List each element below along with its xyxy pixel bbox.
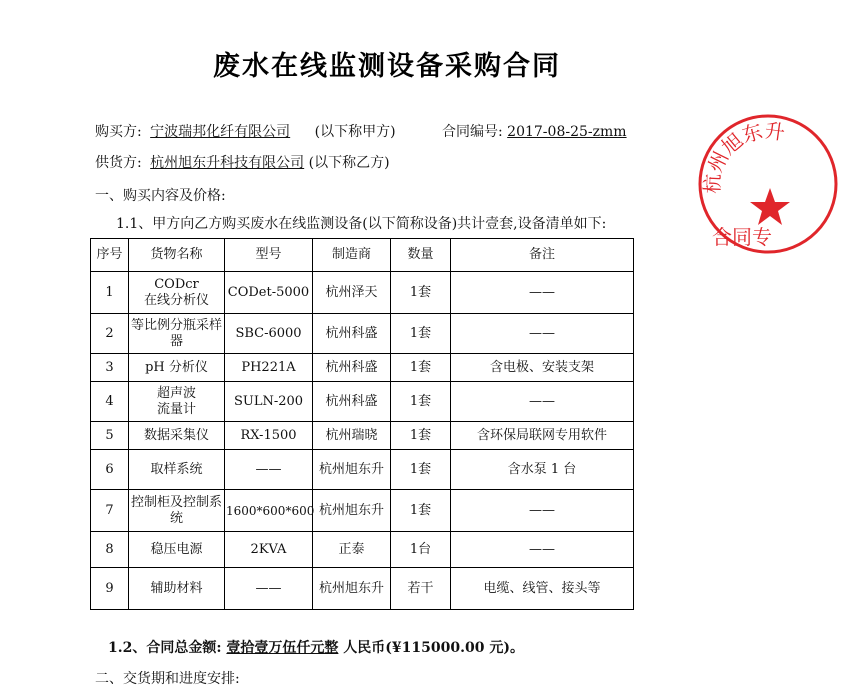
total-amount-text: 壹拾壹万伍仟元整 xyxy=(226,640,339,656)
cell-no: 7 xyxy=(91,490,129,532)
contract-number-line xyxy=(442,121,627,141)
equipment-table xyxy=(90,238,634,610)
table-row xyxy=(91,450,634,490)
contract-no-value: 2017-08-25-zmm xyxy=(507,124,627,140)
cell-maker: 杭州科盛 xyxy=(313,354,391,382)
total-currency: 人民币(¥115000.00 元)。 xyxy=(343,640,524,656)
cell-model: —— xyxy=(225,568,313,610)
cell-qty: 1套 xyxy=(391,382,451,422)
seal-text-top: 杭州旭东升 xyxy=(699,118,787,195)
supplier-name: 杭州旭东升科技有限公司 xyxy=(150,155,305,171)
cell-note: 含电极、安装支架 xyxy=(451,354,634,382)
cell-qty: 1套 xyxy=(391,422,451,450)
cell-name-line1: 超声波 xyxy=(156,385,196,401)
table-row xyxy=(91,490,634,532)
cell-maker: 杭州旭东升 xyxy=(313,568,391,610)
section-1-heading: 一、购买内容及价格: xyxy=(95,188,226,204)
cell-model: PH221A xyxy=(225,354,313,382)
cell-qty: 1套 xyxy=(391,272,451,314)
cell-note: —— xyxy=(451,314,634,354)
cell-name xyxy=(129,382,225,422)
table-row xyxy=(91,568,634,610)
cell-name-line1: 辅助材料 xyxy=(150,580,203,596)
supplier-suffix: (以下称乙方) xyxy=(308,155,390,171)
cell-note: —— xyxy=(451,490,634,532)
cell-note: 含环保局联网专用软件 xyxy=(451,422,634,450)
cell-maker: 杭州泽天 xyxy=(313,272,391,314)
header-qty: 数量 xyxy=(391,239,451,272)
cell-name-line2: 统 xyxy=(169,510,183,526)
contract-no-label: 合同编号: xyxy=(442,124,503,140)
cell-no: 1 xyxy=(91,272,129,314)
cell-model: SULN-200 xyxy=(225,382,313,422)
company-seal-stamp xyxy=(692,108,842,258)
cell-note: —— xyxy=(451,272,634,314)
cell-note: 含水泵 1 台 xyxy=(451,450,634,490)
table-row xyxy=(91,272,634,314)
cell-name xyxy=(129,568,225,610)
cell-model: RX-1500 xyxy=(225,422,313,450)
buyer-label: 购买方: xyxy=(95,124,142,140)
cell-no: 5 xyxy=(91,422,129,450)
table-header-row xyxy=(91,239,634,272)
cell-name xyxy=(129,490,225,532)
table-row xyxy=(91,422,634,450)
cell-maker: 杭州旭东升 xyxy=(313,490,391,532)
header-name: 货物名称 xyxy=(129,239,225,272)
cell-note: 电缆、线管、接头等 xyxy=(451,568,634,610)
header-model: 型号 xyxy=(225,239,313,272)
total-amount-line xyxy=(108,637,524,657)
cell-name xyxy=(129,272,225,314)
cell-name xyxy=(129,532,225,568)
cell-name xyxy=(129,354,225,382)
cell-qty: 1套 xyxy=(391,354,451,382)
cell-model: —— xyxy=(225,450,313,490)
cell-model: SBC-6000 xyxy=(225,314,313,354)
cell-model: 2KVA xyxy=(225,532,313,568)
buyer-name: 宁波瑞邦化纤有限公司 xyxy=(150,124,291,140)
cell-name-line1: 数据采集仪 xyxy=(143,427,209,443)
table-row xyxy=(91,382,634,422)
cell-maker: 正泰 xyxy=(313,532,391,568)
header-note: 备注 xyxy=(451,239,634,272)
table-row xyxy=(91,354,634,382)
cell-maker: 杭州科盛 xyxy=(313,382,391,422)
cell-no: 9 xyxy=(91,568,129,610)
cell-qty: 1套 xyxy=(391,490,451,532)
cell-name-line1: CODcr xyxy=(154,276,199,292)
cell-name-line1: pH 分析仪 xyxy=(145,359,208,375)
seal-star-icon xyxy=(750,188,790,225)
cell-maker: 杭州瑞晓 xyxy=(313,422,391,450)
table-row xyxy=(91,314,634,354)
cell-name-line1: 稳压电源 xyxy=(150,541,203,557)
cell-name xyxy=(129,422,225,450)
table-row xyxy=(91,532,634,568)
cell-no: 4 xyxy=(91,382,129,422)
cell-no: 3 xyxy=(91,354,129,382)
supplier-label: 供货方: xyxy=(95,155,142,171)
cell-name-line2: 器 xyxy=(169,333,183,349)
cell-name-line2: 流量计 xyxy=(156,401,196,417)
cell-name xyxy=(129,450,225,490)
document-title: 废水在线监测设备采购合同 xyxy=(213,51,561,82)
cell-maker: 杭州科盛 xyxy=(313,314,391,354)
cell-model: 1600*600*600 xyxy=(225,490,313,532)
cell-name-line2: 在线分析仪 xyxy=(143,292,209,308)
total-label: 1.2、合同总金额: xyxy=(108,640,222,656)
cell-qty: 1套 xyxy=(391,314,451,354)
cell-no: 6 xyxy=(91,450,129,490)
cell-no: 2 xyxy=(91,314,129,354)
cell-note: —— xyxy=(451,532,634,568)
seal-ring xyxy=(700,116,836,252)
cell-note: —— xyxy=(451,382,634,422)
cell-no: 8 xyxy=(91,532,129,568)
buyer-line xyxy=(95,121,396,141)
clause-1-1: 1.1、甲方向乙方购买废水在线监测设备(以下简称设备)共计壹套,设备清单如下: xyxy=(116,216,607,232)
cell-model: CODet-5000 xyxy=(225,272,313,314)
buyer-suffix: (以下称甲方) xyxy=(314,124,396,140)
seal-text-bottom: 合同专 xyxy=(712,225,772,249)
cell-name xyxy=(129,314,225,354)
cell-qty: 若干 xyxy=(391,568,451,610)
section-2-heading: 二、交货期和进度安排: xyxy=(95,671,240,687)
header-maker: 制造商 xyxy=(313,239,391,272)
cell-name-line1: 取样系统 xyxy=(150,461,203,477)
supplier-line xyxy=(95,152,390,172)
cell-maker: 杭州旭东升 xyxy=(313,450,391,490)
cell-name-line1: 控制柜及控制系 xyxy=(130,494,222,510)
cell-name-line1: 等比例分瓶采样 xyxy=(130,317,222,333)
cell-qty: 1台 xyxy=(391,532,451,568)
header-no: 序号 xyxy=(91,239,129,272)
cell-qty: 1套 xyxy=(391,450,451,490)
